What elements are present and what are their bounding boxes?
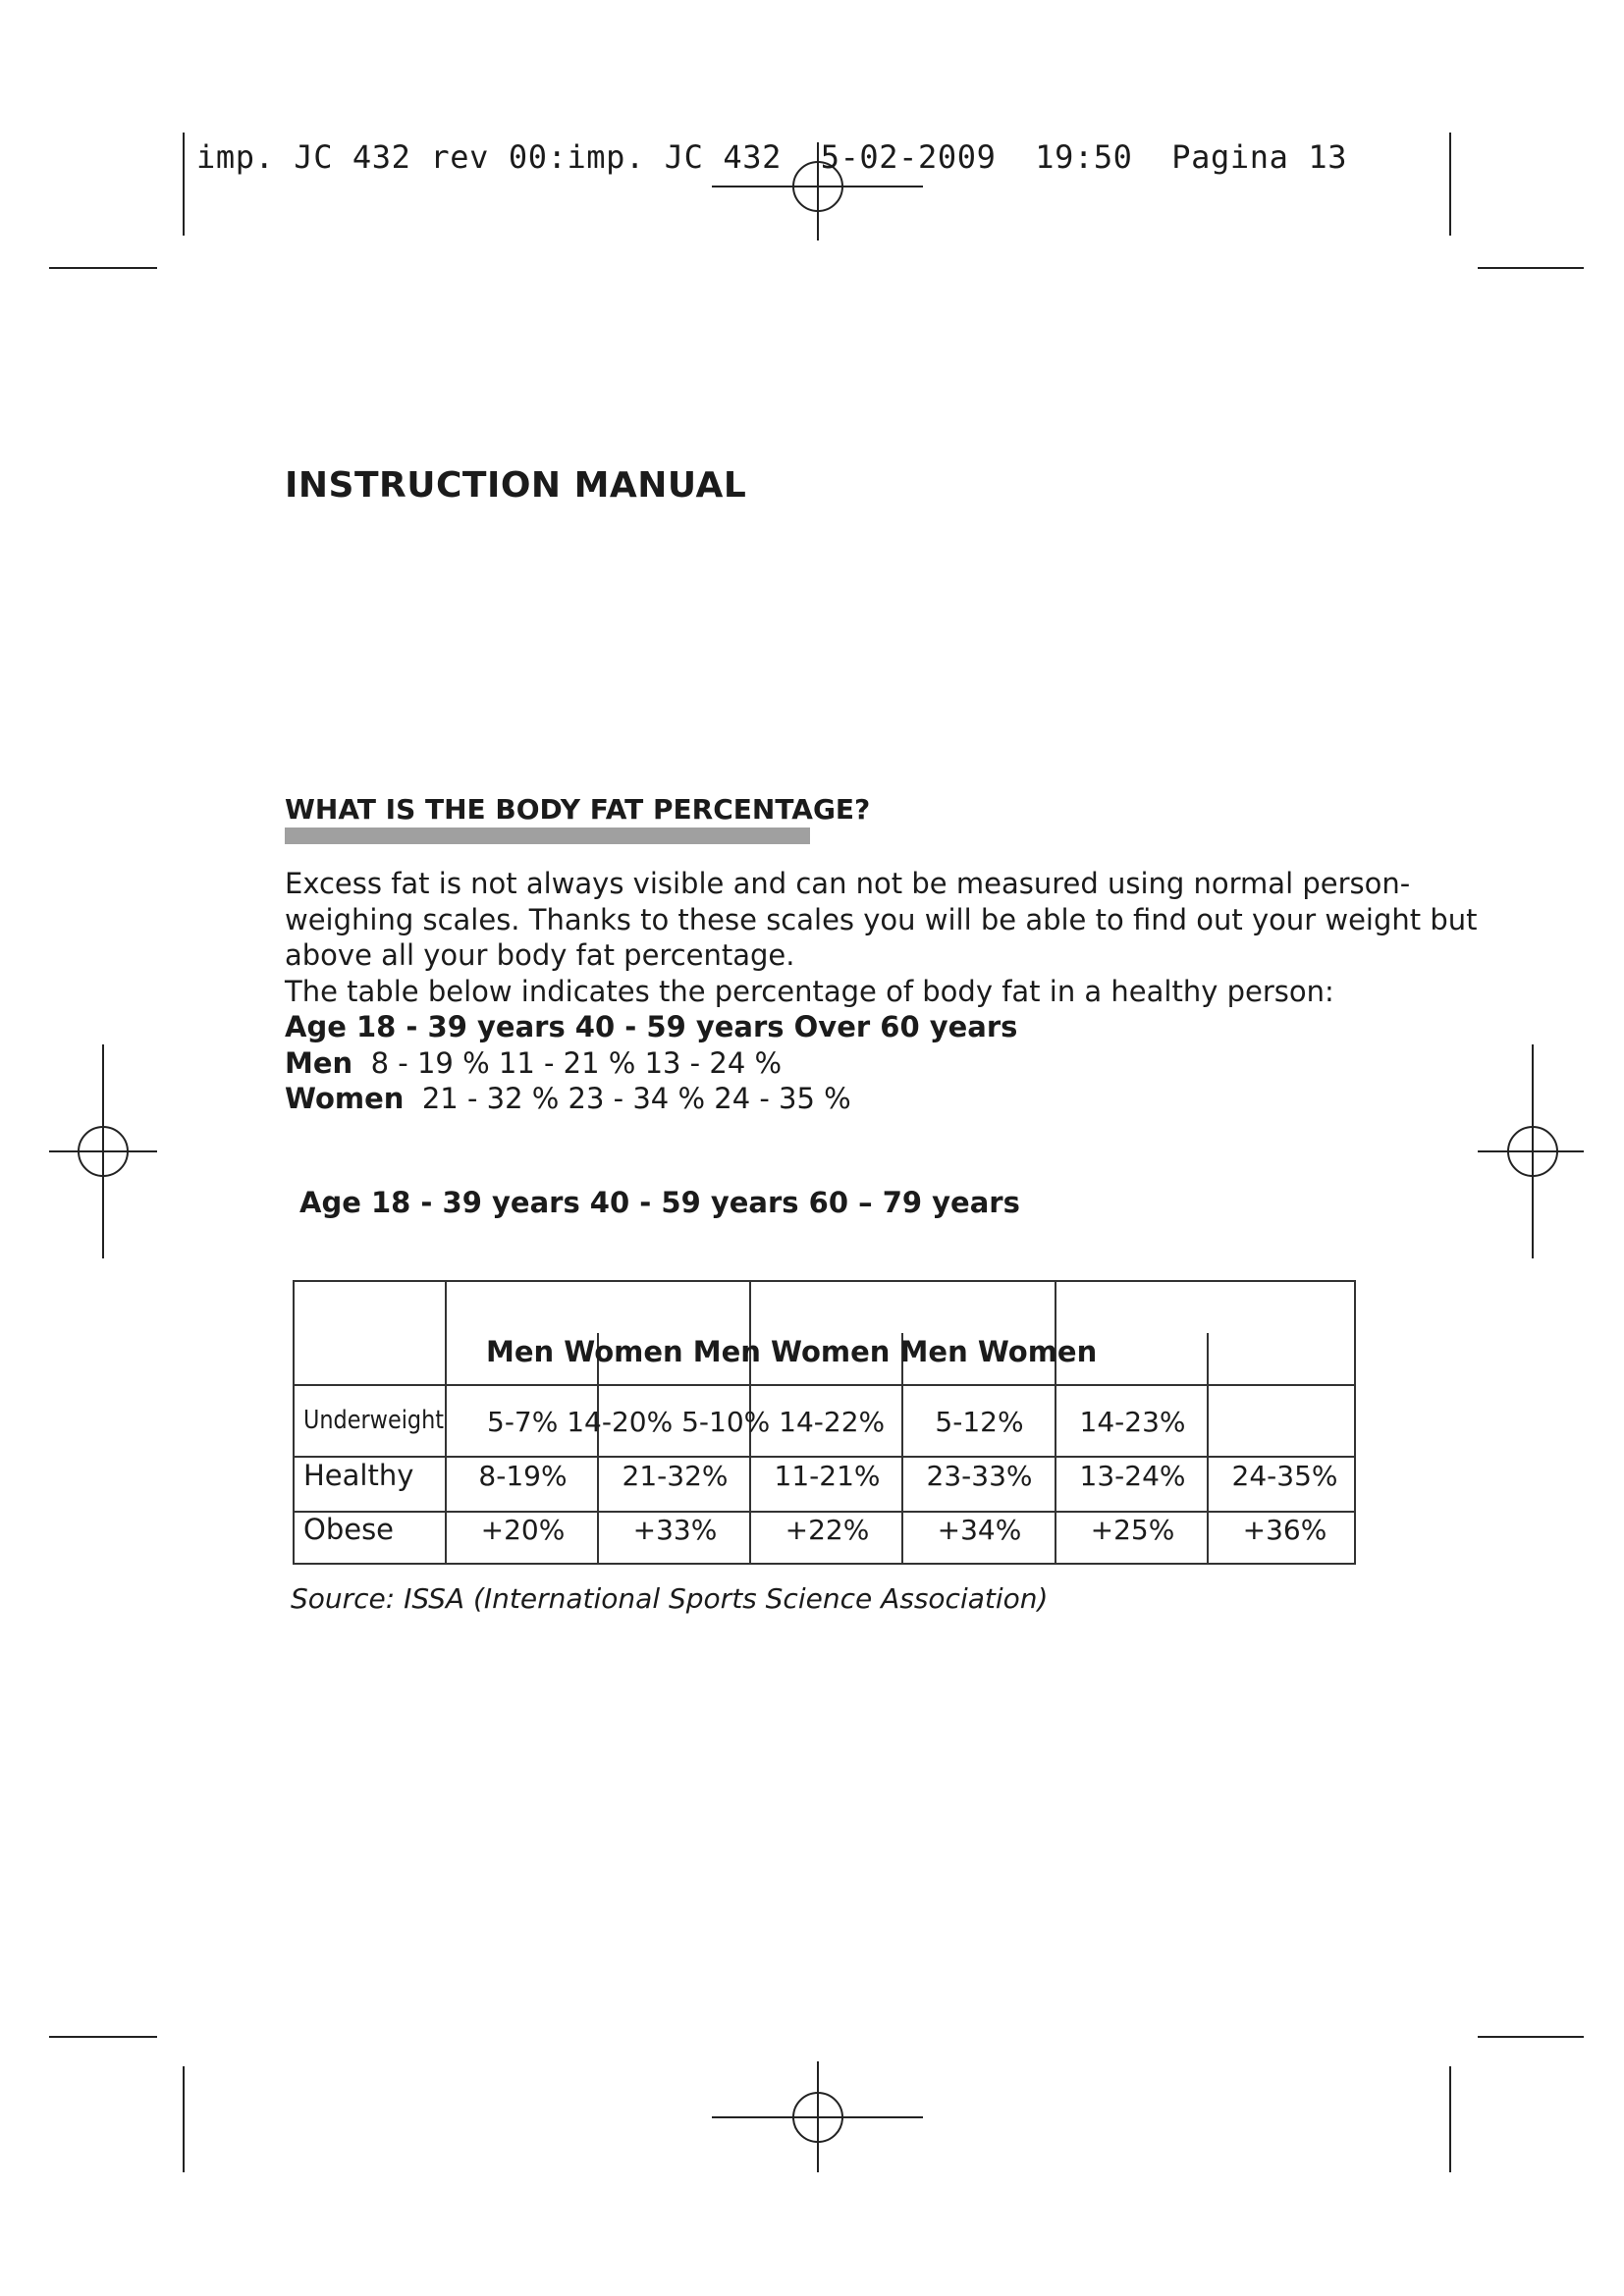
crop-mark — [49, 2036, 157, 2038]
row-label-underweight: Underweight — [303, 1406, 445, 1435]
table-cell: +36% — [1242, 1514, 1327, 1546]
table-cell: +22% — [785, 1514, 870, 1546]
source-citation: Source: ISSA (International Sports Science Association) — [291, 1582, 1049, 1615]
men-label: Men — [285, 1045, 353, 1080]
table-rule — [293, 1511, 1356, 1513]
table-cell: 21-32% — [622, 1460, 729, 1492]
summary-age-line: Age 18 - 39 years 40 - 59 years Over 60 years — [285, 1010, 1018, 1043]
crop-mark — [183, 133, 185, 236]
paragraph-line: above all your body fat percentage. — [285, 938, 795, 972]
summary-men-line — [285, 1045, 1492, 1082]
men-values: 8 - 19 % 11 - 21 % 13 - 24 % — [370, 1045, 783, 1080]
registration-circle-icon — [78, 1126, 129, 1177]
registration-circle-icon — [1507, 1126, 1558, 1177]
table-cell: 5-12% — [935, 1406, 1024, 1438]
table-cell: 24-35% — [1231, 1460, 1338, 1492]
table-header-row: Men Women Men Women Men Women — [486, 1335, 1098, 1368]
registration-circle-icon — [792, 2092, 843, 2143]
table-cell: 14-23% — [1079, 1406, 1186, 1438]
print-slug-line: imp. JC 432 rev 00:imp. JC 432 5-02-2009 19:50 Pagina 13 — [196, 138, 1348, 176]
crop-mark — [1449, 2066, 1451, 2172]
paragraph-line: weighing scales. Thanks to these scales you will be able to find out your weight but — [285, 902, 1478, 936]
table-cell: 23-33% — [926, 1460, 1033, 1492]
row-label-healthy: Healthy — [303, 1459, 414, 1492]
table-cell: 8-19% — [478, 1460, 568, 1492]
table-cell: 13-24% — [1079, 1460, 1186, 1492]
table-rule — [293, 1456, 1356, 1458]
row-label-obese: Obese — [303, 1513, 395, 1546]
crop-mark — [1449, 133, 1451, 236]
paragraph-line: The table below indicates the percentage of body fat in a healthy person: — [285, 974, 1334, 1008]
age-groups-line: Age 18 - 39 years 40 - 59 years 60 – 79 years — [299, 1186, 1020, 1219]
table-cell: +33% — [632, 1514, 718, 1546]
section-body — [285, 866, 1492, 1117]
crop-mark — [1478, 267, 1584, 269]
table-cell: +34% — [937, 1514, 1022, 1546]
table-cell: +25% — [1090, 1514, 1175, 1546]
page-title: INSTRUCTION MANUAL — [285, 465, 747, 506]
women-values: 21 - 32 % 23 - 34 % 24 - 35 % — [421, 1082, 851, 1115]
table-cell: 5-7% 14-20% 5-10% 14-22% — [487, 1406, 886, 1438]
crop-mark — [183, 2066, 185, 2172]
table-cell: +20% — [480, 1514, 566, 1546]
section-heading: WHAT IS THE BODY FAT PERCENTAGE? — [285, 793, 871, 826]
heading-underline — [285, 828, 810, 844]
summary-women-line — [285, 1081, 1492, 1117]
crop-mark — [1478, 2036, 1584, 2038]
table-cell: 11-21% — [774, 1460, 881, 1492]
crop-mark — [49, 267, 157, 269]
table-rule — [293, 1384, 1356, 1386]
women-label: Women — [285, 1082, 405, 1115]
paragraph-line: Excess fat is not always visible and can not be measured using normal person- — [285, 867, 1411, 900]
